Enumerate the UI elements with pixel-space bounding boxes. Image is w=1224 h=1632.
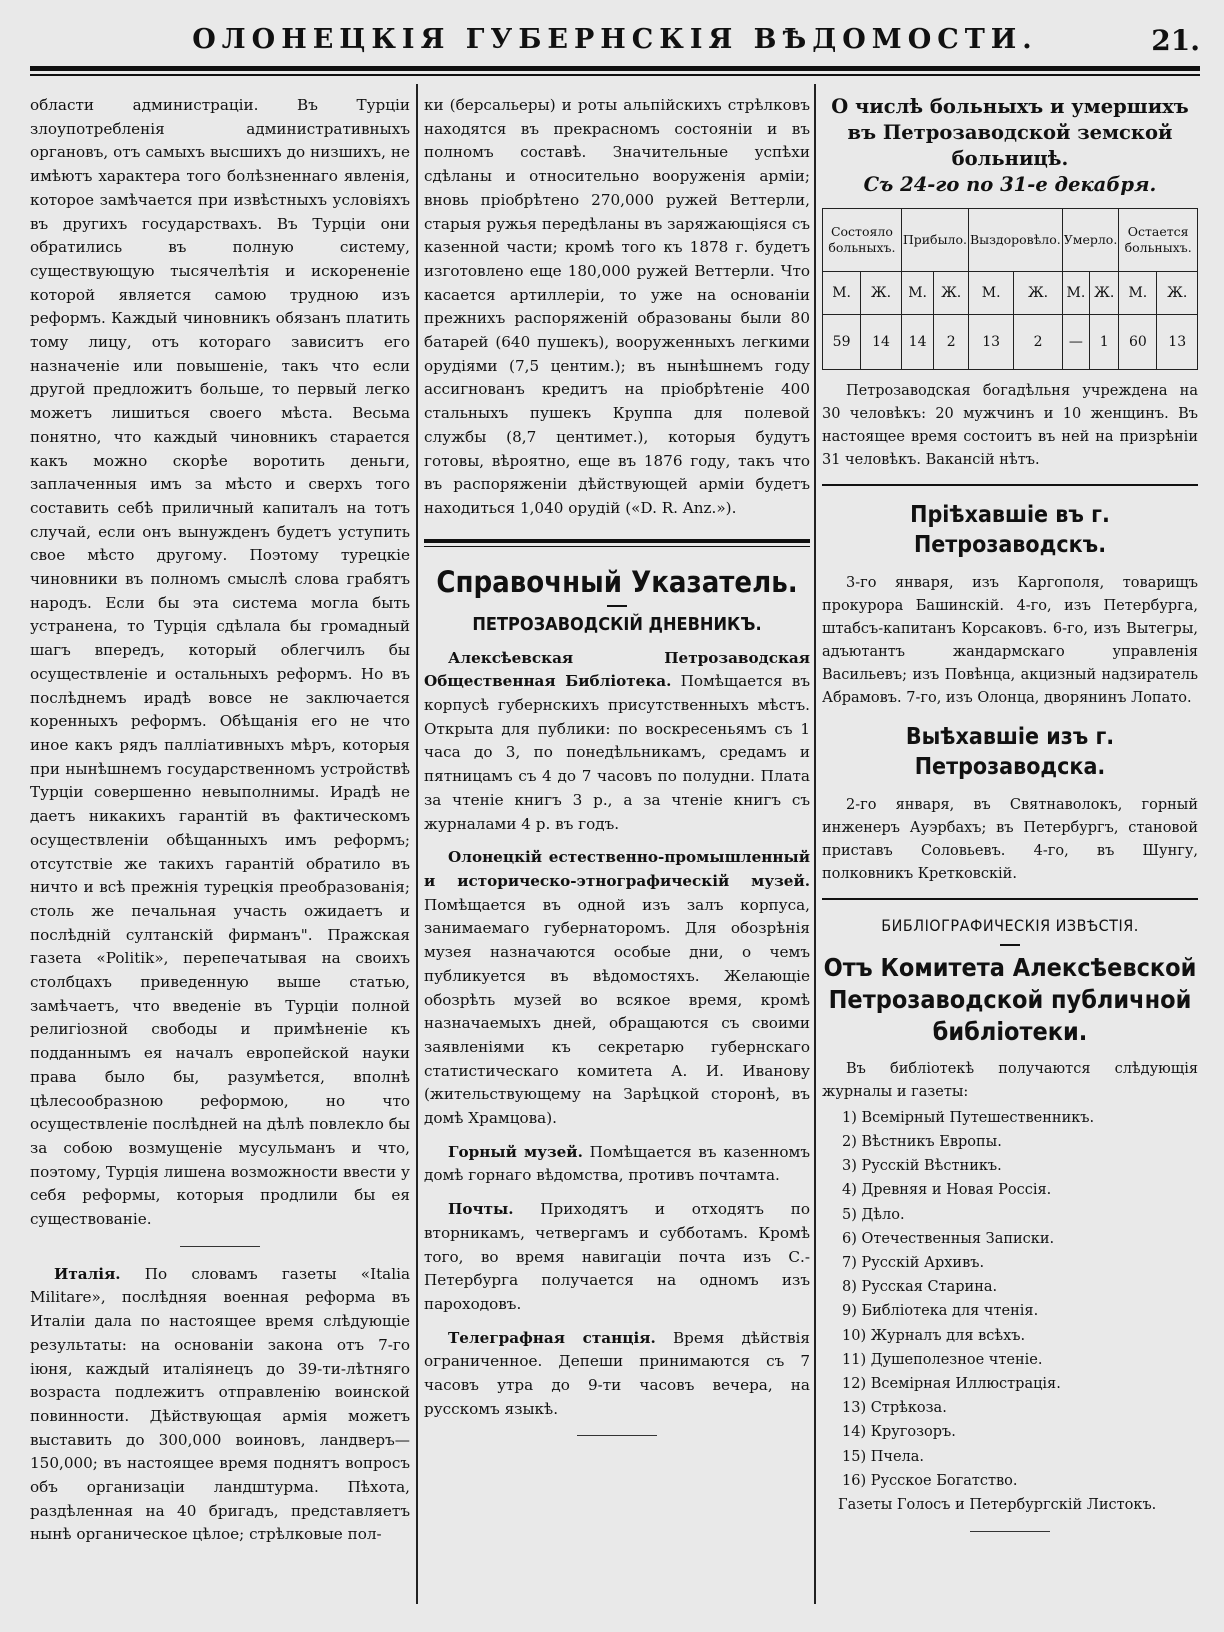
sex-label-f: Ж. bbox=[934, 272, 969, 315]
departed-title: Выѣхавшіе изъ г. Петрозаводска. bbox=[905, 724, 1115, 780]
list-item: 5) Дѣло. bbox=[842, 1206, 905, 1223]
list-item: 14) Кругозоръ. bbox=[842, 1424, 956, 1441]
arrived-title: Пріѣхавшіе въ г. Петрозаводскъ. bbox=[910, 502, 1110, 558]
table-cell: 13 bbox=[968, 315, 1013, 370]
sex-label-m: М. bbox=[901, 272, 934, 315]
sex-label-f: Ж. bbox=[1090, 272, 1119, 315]
table-cell: 13 bbox=[1157, 315, 1198, 370]
table-cell: 60 bbox=[1119, 315, 1157, 370]
column-divider-2 bbox=[814, 84, 816, 1604]
column-divider-1 bbox=[416, 84, 418, 1604]
section-rule-thin bbox=[424, 546, 810, 547]
table-cell: 14 bbox=[861, 315, 902, 370]
museum-text: Помѣщается въ одной изъ залъ корпуса, занимаемаго губернаторомъ. Для обозрѣнія музея назначаются особые дни, о чемъ публикуется въ вѣдомостяхъ. Желающіе обозрѣть музей во всякое время, кромѣ назначаемыхъ дней, обращаются съ своими заявленіями къ секретарю губернскаго статистическаго комитета А. И. Иванову (жительствующему на Зарѣцкой сторонѣ, въ домѣ Храмцова). bbox=[424, 895, 810, 1128]
header-rule bbox=[30, 66, 1200, 71]
arrived-text: 3-го января, изъ Каргополя, товарищъ прокурора Башинскій. 4-го, изъ Петербурга, штабсъ-капитанъ Корсаковъ. 6-го, изъ Вытегры, адъютантъ жандармскаго управленія Васильевъ; изъ Повѣнца, акцизный надзиратель Абрамовъ. 7-го, изъ Олонца, дворянинъ Лопато. bbox=[822, 575, 1198, 706]
list-item: 16) Русское Богатство. bbox=[842, 1472, 1018, 1489]
library-text: Помѣщается въ корпусѣ губернскихъ присутственныхъ мѣстъ. Открыта для публики: по воскресеньямъ съ 1 часа до 3, по понедѣльникамъ, средамъ и пятницамъ съ 4 до 7 часовъ по полудни. Плата за чтеніе книгъ 3 р., а за чтеніе книгъ съ журналами 4 р. въ годъ. bbox=[424, 672, 811, 833]
library-heading: Алексѣевская Петрозаводская Общественная Библіотека. bbox=[424, 648, 810, 691]
museum-entry bbox=[424, 846, 810, 1130]
table-header: Умерло. bbox=[1062, 209, 1119, 272]
mining-museum-text: Помѣщается въ казенномъ домѣ горнаго вѣдомства, противъ почтамта. bbox=[424, 1142, 811, 1185]
list-item: 7) Русскій Архивъ. bbox=[842, 1254, 985, 1271]
library-entry bbox=[424, 647, 810, 837]
list-item: 9) Библіотека для чтенія. bbox=[842, 1303, 1039, 1320]
column-2 bbox=[424, 94, 810, 1436]
list-item: 6) Отечественныя Записки. bbox=[842, 1230, 1055, 1247]
newspapers-note: Газеты Голосъ и Петербургскій Листокъ. bbox=[838, 1496, 1157, 1513]
italy-article bbox=[30, 1263, 410, 1547]
italy-article-continued: ки (берсальеры) и роты альпійскихъ стрѣлковъ находятся въ прекрасномъ состояніи и въ полномъ составѣ. Значительные успѣхи сдѣланы и относительно вооруженія арміи; вновь пріобрѣтено 270,000 ружей Веттерли, старыя ружья передѣланы въ заряжающіяся съ казенной части; кромѣ того къ 1878 г. будетъ изготовлено еще 180,000 ружей Веттерли. Что касается артиллеріи, то уже на основаніи прежнихъ распоряженій образованы были 80 батарей (640 пушекъ), вооруженныхъ легкими орудіями (7,5 центим.); въ нынѣшнемъ году ассигнованъ кредитъ на пріобрѣтеніе 400 стальныхъ пушекъ Круппа для полевой службы (8,7 центимет.), которыя будутъ готовы, вѣроятно, еще въ 1876 году, такъ что въ распоряженіи дѣйствующей арміи будетъ находиться 1,040 орудій («D. R. Anz.»). bbox=[424, 96, 810, 517]
column-end-separator bbox=[577, 1435, 657, 1436]
committee-intro: Въ библіотекѣ получаются слѣдующія журналы и газеты: bbox=[822, 1060, 1198, 1100]
newspaper-title: ОЛОНЕЦКIЯ ГУБЕРНСКIЯ ВѢДОМОСТИ. bbox=[192, 24, 1038, 55]
table-cell: — bbox=[1062, 315, 1089, 370]
list-item: 3) Русскій Вѣстникъ. bbox=[842, 1158, 1002, 1175]
telegraph-entry bbox=[424, 1327, 810, 1422]
list-item: 12) Всемірная Иллюстрація. bbox=[842, 1375, 1061, 1392]
hospital-dates: Съ 24-го по 31-е декабря. bbox=[863, 173, 1157, 196]
table-header: Выздоровѣло. bbox=[968, 209, 1062, 272]
column-end-separator bbox=[970, 1531, 1050, 1532]
list-item: 8) Русская Старина. bbox=[842, 1279, 998, 1296]
diary-title: ПЕТРОЗАВОДСКIЙ ДНЕВНИКЪ. bbox=[472, 613, 762, 635]
page-number: 21. bbox=[1151, 24, 1200, 57]
list-item: 1) Всемірный Путешественникъ. bbox=[842, 1109, 1095, 1126]
section-rule bbox=[822, 898, 1198, 900]
departed-text: 2-го января, въ Святнаволокъ, горный инженеръ Ауэрбахъ; въ Петербургъ, становой приставъ Соловьевъ. 4-го, въ Шунгу, полковникъ Кретковскій. bbox=[822, 797, 1198, 882]
sex-label-m: М. bbox=[823, 272, 861, 315]
list-item: 13) Стрѣкоза. bbox=[842, 1400, 947, 1417]
title-dash bbox=[607, 605, 627, 607]
table-header: Состояло больныхъ. bbox=[823, 209, 902, 272]
table-cell: 1 bbox=[1090, 315, 1119, 370]
bibliographic-title: БИБЛIОГРАФИЧЕСКIЯ ИЗВѢСТIЯ. bbox=[881, 916, 1139, 935]
list-item: 11) Душеполезное чтеніе. bbox=[842, 1351, 1043, 1368]
header-rule-thin bbox=[30, 74, 1200, 76]
table-cell: 14 bbox=[901, 315, 934, 370]
list-item: 4) Древняя и Новая Россія. bbox=[842, 1182, 1052, 1199]
hospital-title: О числѣ больныхъ и умершихъ въ Петрозаводской земской больницѣ. bbox=[831, 95, 1189, 170]
italy-text: По словамъ газеты «Italia Militare», послѣдняя военная реформа въ Италіи дала по настоящее время слѣдующіе результаты: на основаніи закона отъ 7-го іюня, каждый италіянецъ до 39-ти-лѣтняго возраста подлежитъ отправленію воинской повинности. Дѣйствующая армія можетъ выставить до 300,000 воиновъ, ландверъ—150,000; въ настоящее время поднятъ вопросъ объ организаціи ландштурма. Пѣхота, раздѣленная на 40 бригадъ, представляетъ нынѣ органическое цѣлое; стрѣлковые пол- bbox=[30, 1264, 411, 1544]
reference-guide-title: Справочный Указатель. bbox=[436, 564, 798, 599]
column-3 bbox=[822, 94, 1198, 1532]
title-dash bbox=[1000, 944, 1020, 946]
sex-label-m: М. bbox=[1119, 272, 1157, 315]
journals-list bbox=[822, 1106, 1198, 1493]
sex-label-m: М. bbox=[1062, 272, 1089, 315]
sex-label-f: Ж. bbox=[1157, 272, 1198, 315]
section-rule bbox=[424, 539, 810, 543]
column-1 bbox=[30, 94, 410, 1547]
telegraph-heading: Телеграфная станція. bbox=[448, 1328, 656, 1347]
list-item: 10) Журналъ для всѣхъ. bbox=[842, 1327, 1026, 1344]
table-cell: 2 bbox=[934, 315, 969, 370]
almshouse-note: Петрозаводская богадѣльня учреждена на 30 человѣкъ: 20 мужчинъ и 10 женщинъ. Въ настоящее время состоитъ въ ней на призрѣніи 31 человѣкъ. Вакансій нѣтъ. bbox=[822, 383, 1198, 468]
hospital-table bbox=[822, 208, 1198, 370]
article-separator bbox=[180, 1246, 260, 1247]
list-item: 15) Пчела. bbox=[842, 1448, 924, 1465]
mining-museum-entry bbox=[424, 1141, 810, 1188]
committee-title: Отъ Комитета Алексѣевской Петрозаводской публичной библіотеки. bbox=[823, 952, 1197, 1046]
sex-label-f: Ж. bbox=[1014, 272, 1062, 315]
turkey-article: области администраціи. Въ Турціи злоупотребленія административныхъ органовъ, отъ самыхъ высшихъ до низшихъ, не имѣютъ характера того болѣзненнаго явленія, которое замѣчается при извѣстныхъ условіяхъ въ другихъ государствахъ. Въ Турціи они обратились въ полную систему, существующую тысячелѣтія и искорененіе которой является самою трудною изъ реформъ. Каждый чиновникъ обязанъ платить тому лицу, отъ котораго зависитъ его назначеніе или повышеніе, такъ что если другой предложитъ больше, то первый легко можетъ лишиться своего мѣста. Весьма понятно, что каждый чиновникъ старается какъ можно скорѣе воротить деньги, заплаченныя имъ за мѣсто и сверхъ того составить себѣ приличный капиталъ на тотъ случай, если онъ вынужденъ будетъ уступить свое мѣсто другому. Поэтому турецкіе чиновники въ полномъ смыслѣ слова грабятъ народъ. Если бы эта система могла быть устранена, то Турція сдѣлала бы громадный шагъ впередъ, который облегчилъ бы осуществленіе и остальныхъ реформъ. Но въ послѣднемъ ирадѣ вовсе не заключается коренныхъ реформъ. Обѣщанія его не что иное какъ рядъ палліативныхъ мѣръ, которыя при нынѣшнемъ государственномъ устройствѣ Турціи совершенно невыполнимы. Ирадѣ не даетъ никакихъ гарантій въ фактическомъ осуществленіи обѣщанныхъ имъ реформъ; отсутствіе же такихъ гарантій обратило въ ничто и всѣ прежнія турецкія преобразованія; столь же печальная участь ожидаетъ и послѣдній султанскій фирманъ". Пражская газета «Politik», перепечатывая на своихъ столбцахъ приведенную выше статью, замѣчаетъ, что введеніе въ Турціи полной религіозной свободы и примѣненіе къ подданнымъ ея началъ европейской науки права было бы, разумѣется, вполнѣ цѣлесообразною реформою, но что осуществленіе послѣдней на дѣлѣ повлекло бы за собою возмущеніе мусульманъ и что, поэтому, Турція лишена возможности ввести у себя реформы, которыя продлили бы ея существованіе. bbox=[30, 96, 410, 1229]
italy-heading: Италія. bbox=[54, 1264, 121, 1283]
post-text: Приходятъ и отходятъ по вторникамъ, четвергамъ и субботамъ. Кромѣ того, во время навигаціи почта изъ С.-Петербурга получается на одномъ изъ пароходовъ. bbox=[424, 1200, 811, 1313]
mining-museum-heading: Горный музей. bbox=[448, 1142, 583, 1161]
section-rule bbox=[822, 484, 1198, 486]
table-header: Прибыло. bbox=[901, 209, 968, 272]
table-cell: 2 bbox=[1014, 315, 1062, 370]
page-header bbox=[30, 14, 1200, 64]
telegraph-text: Время дѣйствія ограниченное. Депеши принимаются съ 7 часовъ утра до 9-ти часовъ вечера, на русскомъ языкѣ. bbox=[424, 1328, 810, 1418]
list-item: 2) Вѣстникъ Европы. bbox=[842, 1133, 1002, 1150]
post-entry bbox=[424, 1198, 810, 1317]
museum-heading: Олонецкій естественно-промышленный и историческо-этнографическій музей. bbox=[424, 848, 810, 890]
sex-label-m: М. bbox=[968, 272, 1013, 315]
table-header: Остается больныхъ. bbox=[1119, 209, 1198, 272]
sex-label-f: Ж. bbox=[861, 272, 902, 315]
table-cell: 59 bbox=[823, 315, 861, 370]
post-heading: Почты. bbox=[448, 1200, 514, 1219]
